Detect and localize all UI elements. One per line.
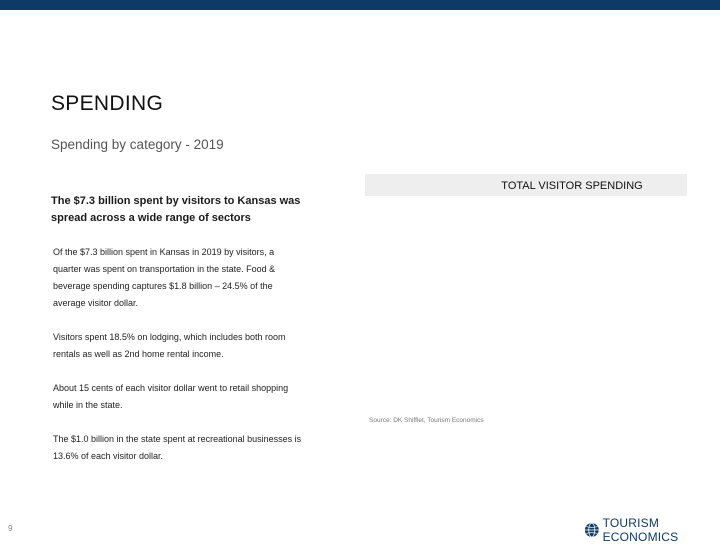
source-note: Source: DK Shifflet, Tourism Economics	[369, 417, 484, 424]
globe-icon	[584, 521, 600, 539]
chart-title: TOTAL VISITOR SPENDING	[501, 180, 643, 192]
paragraph-lodging: Visitors spent 18.5% on lodging, which includes both room rentals as well as 2nd home rental income.	[53, 332, 286, 359]
page-subtitle: Spending by category - 2019	[51, 137, 224, 152]
paragraph-retail: About 15 cents of each visitor dollar went to retail shopping while in the state.	[53, 383, 289, 410]
logo-text: TOURISM ECONOMICS	[602, 516, 679, 544]
chart-header	[365, 174, 687, 196]
top-banner	[0, 0, 720, 10]
page-title: SPENDING	[51, 92, 164, 115]
paragraph-recreation: The $1.0 billion in the state spent at recreational businesses is 13.6% of each visitor dollar.	[53, 434, 302, 461]
paragraph-transportation: Of the $7.3 billion spent in Kansas in 2019 by visitors, a quarter was spent on transportation in the state. Food & beverage spending captures $1.8 billion – 24.5% of the average visitor dollar.	[53, 247, 276, 308]
headline: The $7.3 billion spent by visitors to Kansas was spread across a wide range of sectors	[51, 195, 301, 224]
page-number: 9	[8, 524, 13, 533]
